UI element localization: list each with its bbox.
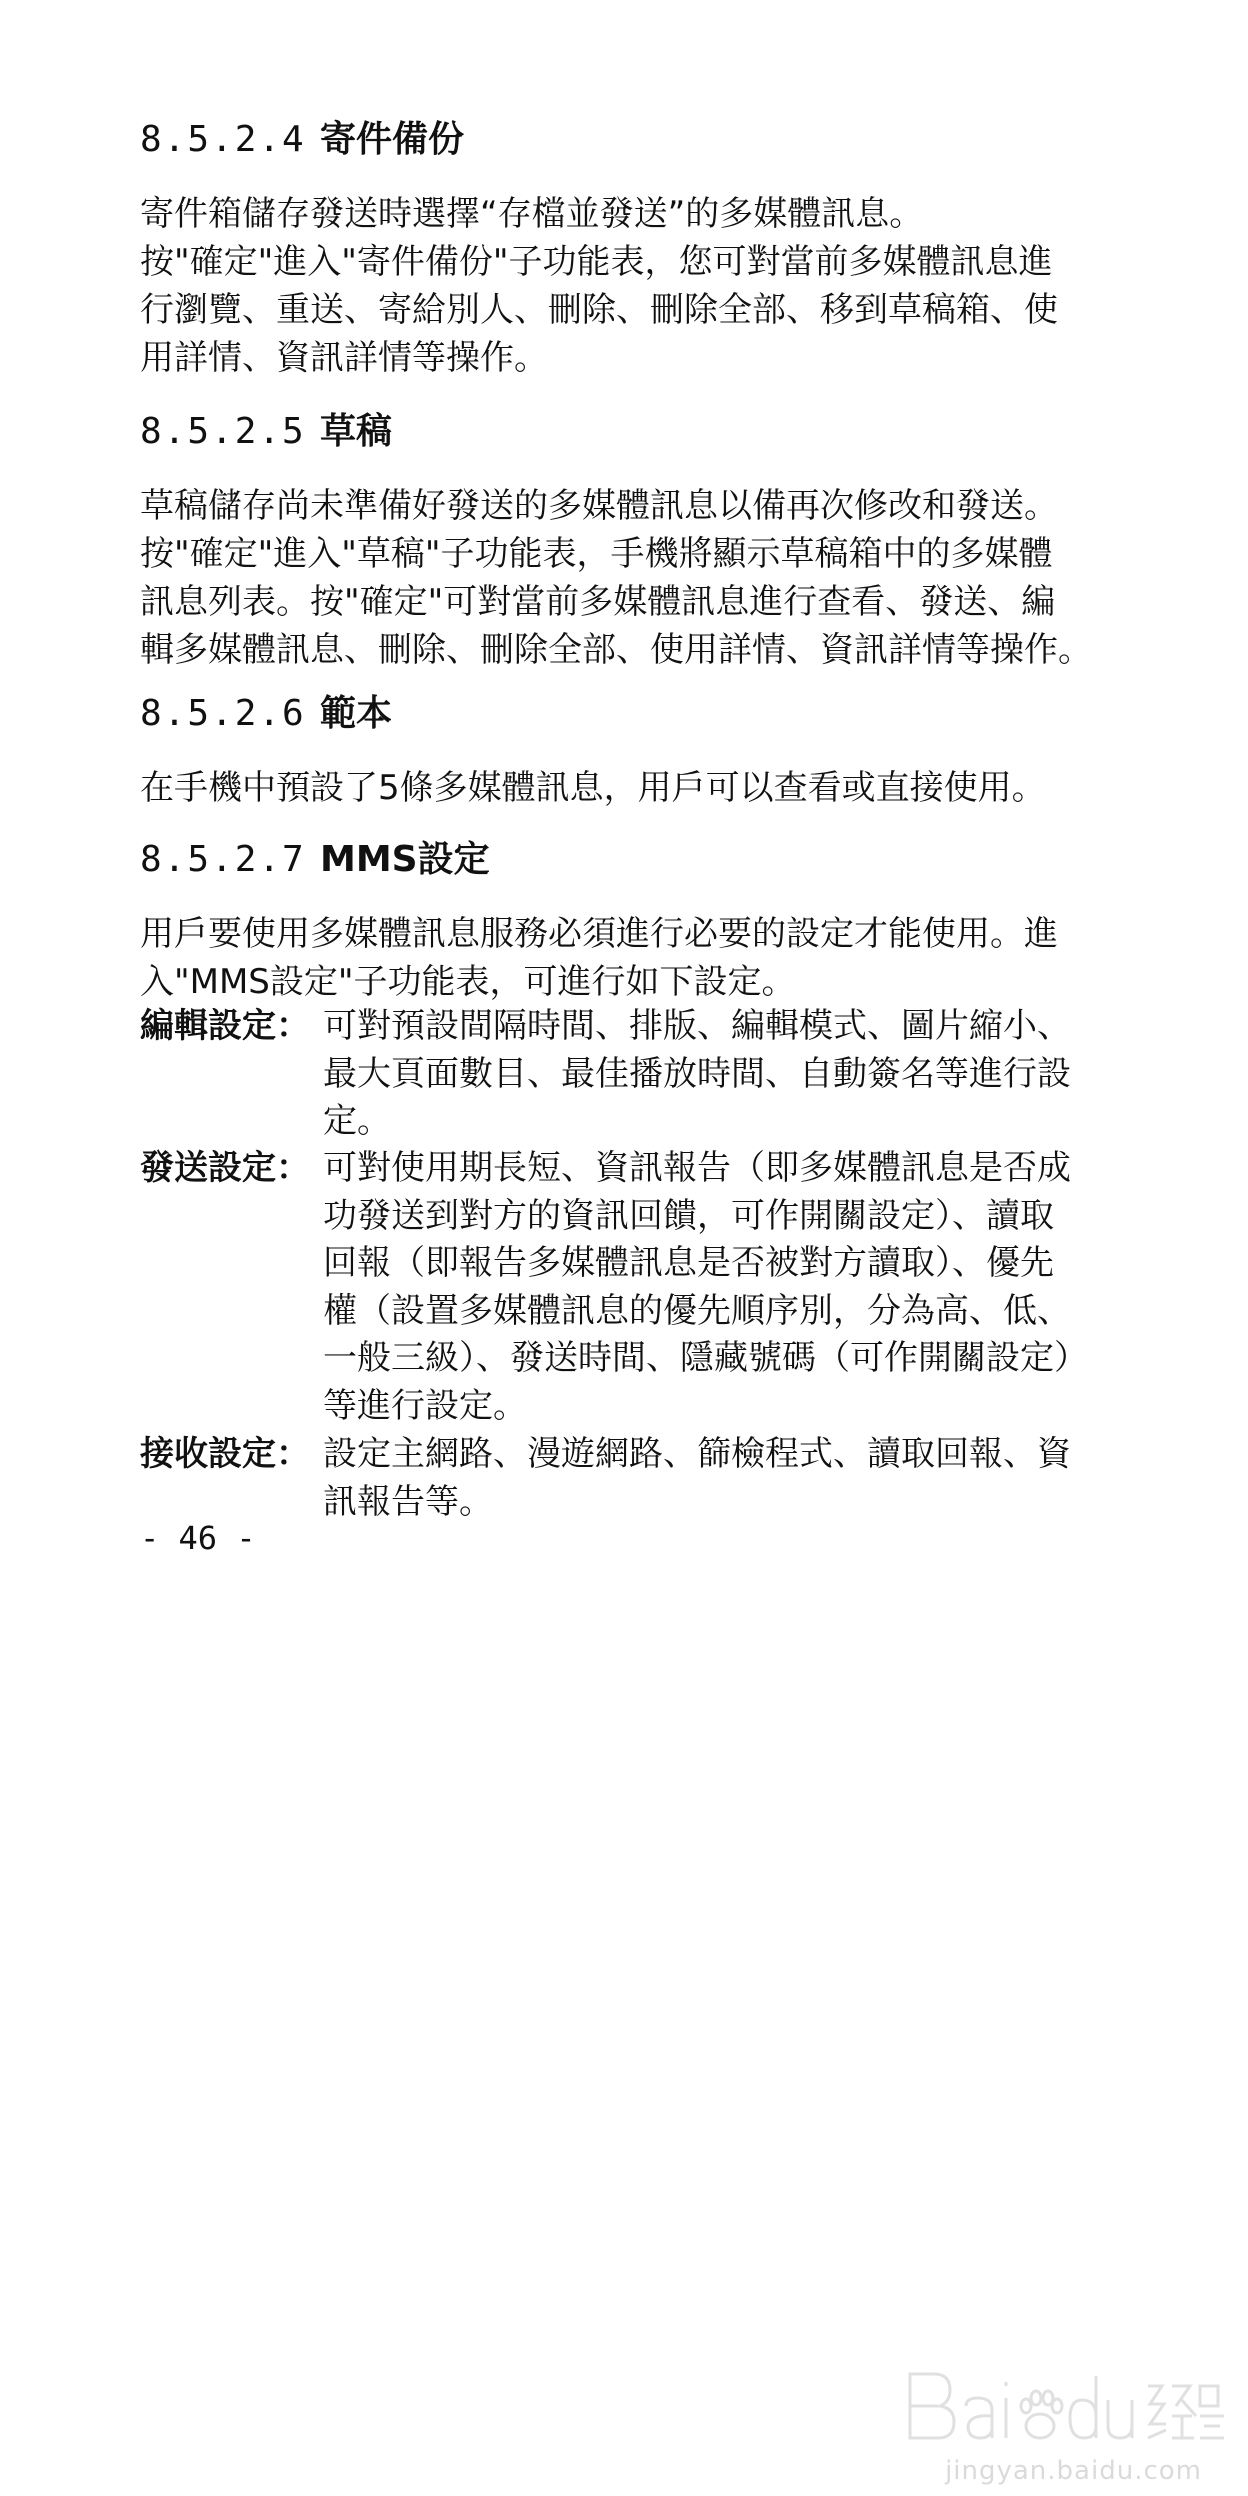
body-line: 輯多媒體訊息、刪除、刪除全部、使用詳情、資訊詳情等操作。: [140, 630, 1092, 670]
body-line: 草稿儲存尚未準備好發送的多媒體訊息以備再次修改和發送。: [140, 486, 1058, 526]
section-heading: [140, 692, 392, 736]
section-body: [140, 190, 1115, 382]
setting-description: [323, 1431, 1123, 1526]
watermark-url: jingyan.baidu.com: [945, 2456, 1202, 2486]
section-body: [140, 764, 1115, 812]
body-line: 按"確定"進入"草稿"子功能表，手機將顯示草稿箱中的多媒體: [140, 534, 1053, 574]
section-title: MMS設定: [320, 839, 490, 880]
body-line: 用詳情、資訊詳情等操作。: [140, 338, 548, 378]
body-line: 寄件箱儲存發送時選擇“存檔並發送”的多媒體訊息。: [140, 194, 924, 234]
setting-line: 設定主網路、漫遊網路、篩檢程式、讀取回報、資: [323, 1434, 1071, 1474]
section-title: 範本: [320, 693, 393, 734]
setting-line: 一般三級）、發送時間、隱藏號碼（可作開關設定）: [323, 1338, 1088, 1378]
baidu-paw-icon: [900, 2346, 1230, 2456]
setting-line: 可對使用期長短、資訊報告（即多媒體訊息是否成: [323, 1148, 1071, 1188]
setting-term: 編輯設定：: [140, 1006, 310, 1046]
section-body: [140, 482, 1115, 674]
setting-line: 訊報告等。: [323, 1481, 493, 1522]
body-line: 用戶要使用多媒體訊息服務必須進行必要的設定才能使用。進: [140, 914, 1058, 954]
page-number: - 46 -: [140, 1519, 256, 1557]
setting-description: [323, 1145, 1123, 1430]
watermark: [900, 2346, 1230, 2486]
setting-line: 定。: [323, 1101, 391, 1141]
section-heading: [140, 838, 490, 882]
body-line: 行瀏覽、重送、寄給別人、刪除、刪除全部、移到草稿箱、使: [140, 290, 1058, 330]
setting-line: 等進行設定。: [323, 1385, 527, 1426]
setting-line: 最大頁面數目、最佳播放時間、自動簽名等進行設: [323, 1053, 1071, 1094]
section-body: [140, 910, 1115, 1006]
setting-line: 功發送到對方的資訊回饋，可作開關設定）、讀取: [323, 1195, 1054, 1236]
section-heading: [140, 410, 392, 454]
body-line: 在手機中預設了5條多媒體訊息，用戶可以查看或直接使用。: [140, 768, 1046, 808]
setting-description: [323, 1003, 1123, 1146]
setting-term: 接收設定：: [140, 1434, 310, 1474]
setting-line: 可對預設間隔時間、排版、編輯模式、圖片縮小、: [323, 1006, 1071, 1046]
setting-term: 發送設定：: [140, 1148, 310, 1188]
body-line: 訊息列表。按"確定"可對當前多媒體訊息進行查看、發送、編: [140, 582, 1056, 622]
section-title: 草稿: [320, 411, 393, 452]
setting-line: 回報（即報告多媒體訊息是否被對方讀取）、優先: [323, 1243, 1054, 1283]
body-line: 入"MMS設定"子功能表，可進行如下設定。: [140, 962, 796, 1002]
section-heading: [140, 118, 464, 162]
section-number: 8.5.2.7: [140, 839, 306, 880]
section-title: 寄件備份: [320, 119, 465, 160]
setting-line: 權（設置多媒體訊息的優先順序別，分為高、低、: [323, 1290, 1071, 1331]
section-number: 8.5.2.6: [140, 693, 306, 734]
body-line: 按"確定"進入"寄件備份"子功能表，您可對當前多媒體訊息進: [140, 242, 1053, 282]
section-number: 8.5.2.5: [140, 411, 306, 452]
section-number: 8.5.2.4: [140, 119, 306, 160]
